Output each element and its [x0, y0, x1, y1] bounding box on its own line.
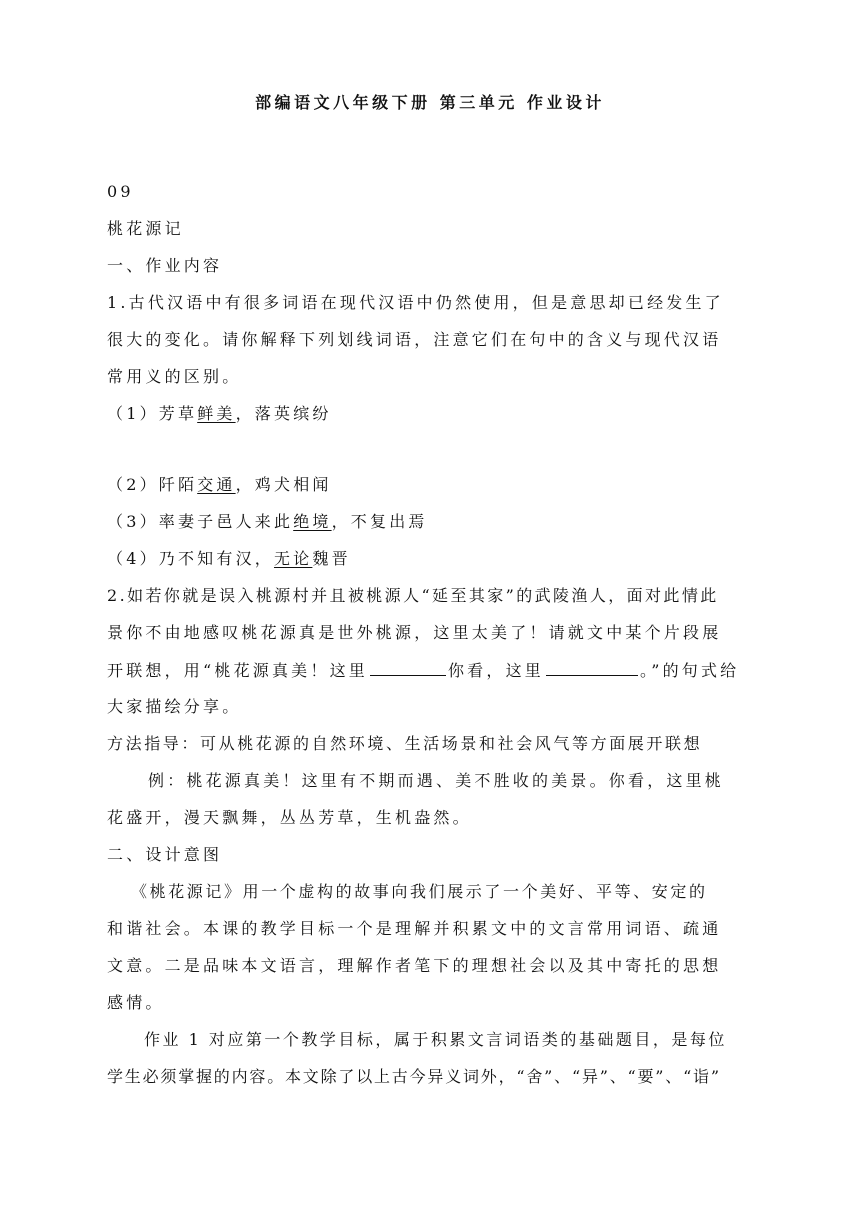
- section-heading-intent: 二、设计意图: [107, 845, 223, 864]
- question-2-line: 景你不由地感叹桃花源真是世外桃源，这里太美了！请就文中某个片段展: [107, 623, 722, 642]
- example-line: 例：桃花源真美！这里有不期而遇、美不胜收的美景。你看，这里桃: [148, 771, 725, 790]
- underlined-word: 无论: [273, 549, 313, 568]
- intent-line: 作业 1 对应第一个教学目标，属于积累文言词语类的基础题目，是每位: [144, 1030, 727, 1049]
- item-text: ，不复出焉: [331, 512, 428, 531]
- method-guidance: 方法指导：可从桃花源的自然环境、生活场景和社会风气等方面展开联想: [107, 734, 703, 753]
- section-heading-content: 一、作业内容: [107, 256, 223, 275]
- prompt-text: 你看，这里: [447, 661, 544, 680]
- item-text: （3）率妻子邑人来此: [107, 512, 294, 531]
- item-3: [107, 511, 428, 533]
- item-text: （2）阡陌: [107, 475, 198, 494]
- item-text: ，落英缤纷: [235, 404, 332, 423]
- lesson-number: 09: [107, 182, 134, 201]
- item-2: [107, 474, 332, 496]
- example-line: 花盛开，漫天飘舞，丛丛芳草，生机盎然。: [107, 808, 472, 827]
- prompt-text: 。”的句式给: [640, 661, 740, 680]
- item-4: [107, 548, 351, 570]
- item-text: （1）芳草: [107, 404, 198, 423]
- intent-line: 感情。: [107, 993, 165, 1012]
- document-title: 部编语文八年级下册 第三单元 作业设计: [255, 93, 605, 112]
- underlined-word: 交通: [197, 475, 236, 494]
- underlined-word: 绝境: [293, 512, 332, 531]
- question-1-line: 1.古代汉语中有很多词语在现代汉语中仍然使用，但是意思却已经发生了: [107, 293, 724, 312]
- question-1-line: 常用义的区别。: [107, 367, 242, 386]
- item-text: ，鸡犬相闻: [235, 475, 332, 494]
- underlined-word: 鲜美: [197, 404, 236, 423]
- lesson-name: 桃花源记: [107, 219, 184, 238]
- fill-blank: [546, 659, 638, 676]
- item-1: [107, 403, 332, 425]
- question-2-line: [107, 659, 739, 682]
- intent-line: 学生必须掌握的内容。本文除了以上古今异义词外，“舍”、“异”、“要”、“诣”: [107, 1067, 721, 1086]
- question-2-line: 大家描绘分享。: [107, 697, 242, 716]
- intent-line: 和谐社会。本课的教学目标一个是理解并积累文中的文言常用词语、疏通: [107, 919, 722, 938]
- intent-line: 《桃花源记》用一个虚构的故事向我们展示了一个美好、平等、安定的: [131, 882, 708, 901]
- prompt-text: 开联想，用“桃花源真美！这里: [107, 661, 368, 680]
- question-1-line: 很大的变化。请你解释下列划线词语，注意它们在句中的含义与现代汉语: [107, 330, 722, 349]
- intent-line: 文意。二是品味本文语言，理解作者笔下的理想社会以及其中寄托的思想: [107, 956, 722, 975]
- item-text: （4）乃不知有汉，: [107, 549, 274, 568]
- fill-blank: [370, 659, 446, 676]
- question-2-line: 2.如若你就是误入桃源村并且被桃源人“延至其家”的武陵渔人，面对此情此: [107, 586, 719, 605]
- item-text: 魏晋: [312, 549, 351, 568]
